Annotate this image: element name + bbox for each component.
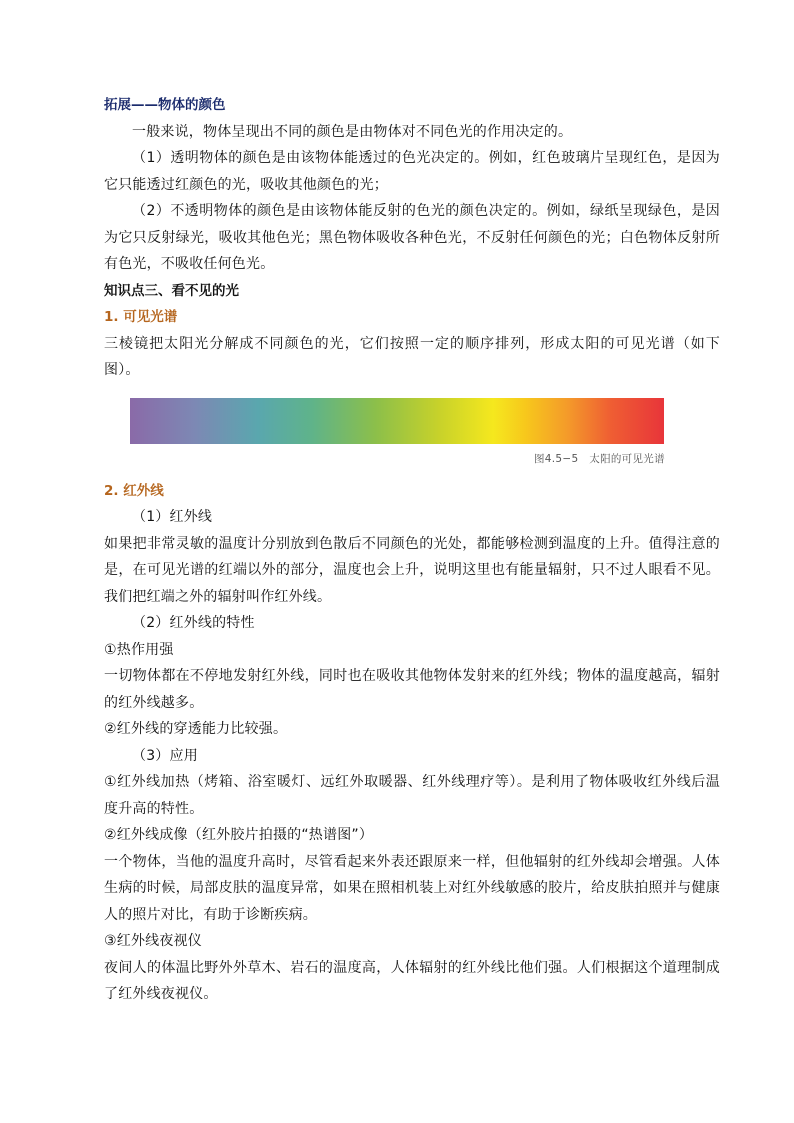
night-vision-item: ③红外线夜视仪 — [104, 933, 202, 949]
figure-caption: 图4.5−5 太阳的可见光谱 — [534, 452, 665, 465]
knowledge-point-3-heading: 知识点三、看不见的光 — [104, 282, 239, 299]
heat-effect-paragraph: 一切物体都在不停地发射红外线，同时也在吸收其他物体发射来的红外线；物体的温度越高，辐射的红外线越多。 — [104, 668, 720, 711]
infrared-imaging-paragraph: 一个物体，当他的温度升高时，尽管看起来外表还跟原来一样，但他辐射的红外线却会增强。人体生病的时候，局部皮肤的温度异常，如果在照相机装上对红外线敏感的胶片，给皮肤拍照并与健康人的照片对比，有助于诊断疾病。 — [104, 853, 720, 923]
night-vision-paragraph: 夜间人的体温比野外外草木、岩石的温度高，人体辐射的红外线比他们强。人们根据这个道理制成了红外线夜视仪。 — [104, 959, 720, 1002]
intro-paragraph: 一般来说，物体呈现出不同的颜色是由物体对不同色光的作用决定的。 — [132, 123, 573, 140]
penetration-item: ②红外线的穿透能力比较强。 — [104, 721, 288, 737]
infrared-imaging-item: ②红外线成像（红外胶片拍摄的“热谱图”） — [104, 827, 374, 843]
visible-spectrum-heading: 1. 可见光谱 — [104, 309, 178, 325]
infrared-subheading-1: （1）红外线 — [132, 509, 213, 525]
transparent-object-paragraph: （1）透明物体的颜色是由该物体能透过的色光决定的。例如，红色玻璃片呈现红色，是因为它只能透过红颜色的光，吸收其他颜色的光； — [104, 150, 720, 193]
infrared-subheading-3: （3）应用 — [132, 747, 198, 764]
infrared-heading: 2. 红外线 — [104, 482, 164, 499]
document-content — [104, 92, 720, 1008]
infrared-subheading-2: （2）红外线的特性 — [132, 615, 255, 631]
infrared-heating-item: ①红外线加热（烤箱、浴室暖灯、远红外取暖器、红外线理疗等）。是利用了物体吸收红外线后温度升高的特性。 — [104, 774, 720, 817]
opaque-object-paragraph: （2）不透明物体的颜色是由该物体能反射的色光的颜色决定的。例如，绿纸呈现绿色，是因为它只反射绿光，吸收其他色光；黑色物体吸收各种色光，不反射任何颜色的光；白色物体反射所有色光，不吸收任何色光。 — [104, 203, 720, 272]
extension-heading: 拓展——物体的颜色 — [104, 97, 226, 113]
visible-spectrum-image — [130, 398, 664, 444]
infrared-definition-paragraph: 如果把非常灵敏的温度计分别放到色散后不同颜色的光处，都能够检测到温度的上升。值得注意的是，在可见光谱的红端以外的部分，温度也会上升，说明这里也有能量辐射，只不过人眼看不见。我们把红端之外的辐射叫作红外线。 — [104, 535, 720, 605]
spectrum-figure — [104, 390, 720, 474]
heat-effect-item: ①热作用强 — [104, 641, 174, 658]
visible-spectrum-paragraph: 三棱镜把太阳光分解成不同颜色的光，它们按照一定的顺序排列，形成太阳的可见光谱（如下图）。 — [104, 335, 720, 378]
